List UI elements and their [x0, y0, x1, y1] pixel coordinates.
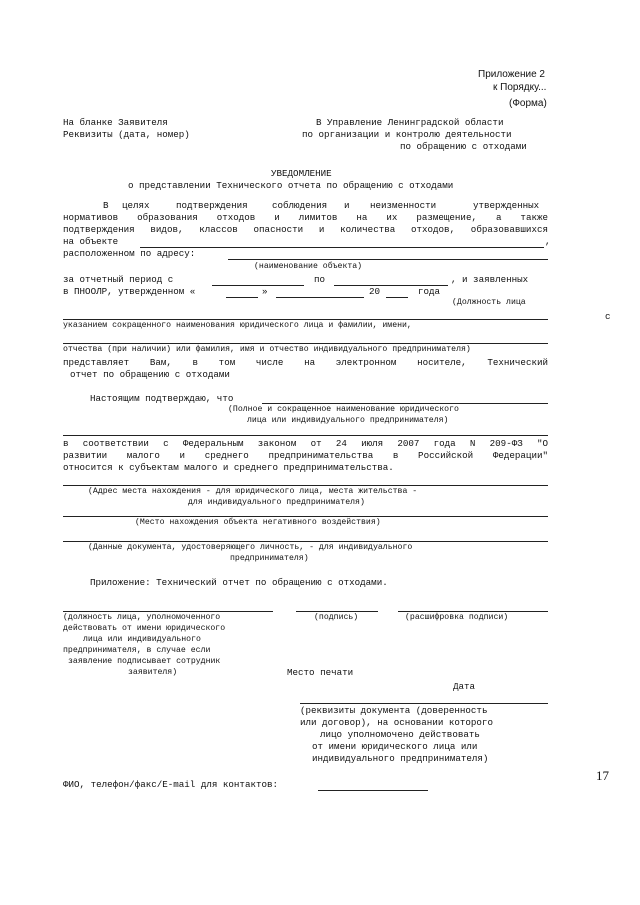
p1-comma: , [545, 236, 551, 247]
p1-word: соблюдения [272, 200, 328, 211]
period-label: за отчетный период с [63, 274, 174, 285]
caption-official: заявление подписывает сотрудник [68, 657, 221, 666]
order-reference: к Порядку... [493, 82, 547, 93]
p1-word: и [344, 200, 350, 211]
id-document-field[interactable] [63, 541, 548, 542]
pnoolr-label: в ПНООЛР, утвержденном « [63, 286, 196, 297]
company-name-field-2[interactable] [63, 435, 548, 436]
p1-word: подтверждения [176, 200, 248, 211]
year-prefix: 20 [369, 286, 381, 297]
requisites-label: Реквизиты (дата, номер) [63, 129, 190, 140]
caption-representative: указанием сокращенного наименования юридического лица и фамилии, имени, [63, 321, 412, 330]
caption-doc: индивидуального предпринимателя) [312, 753, 489, 764]
attachment-line: Приложение: Технический отчет по обращению с отходами. [90, 577, 388, 588]
period-to-label: по [314, 274, 326, 285]
p2-line: развитии малого и среднего предпринимательства в Российской Федерации" [63, 450, 548, 461]
official-position-field[interactable] [63, 611, 273, 612]
p1-word: утвержденных [473, 200, 540, 211]
approval-month-field[interactable] [276, 297, 364, 298]
caption-official: предпринимателя, в случае если [63, 646, 211, 655]
appendix-label: Приложение 2 [478, 69, 545, 80]
representative-field[interactable] [63, 319, 548, 320]
confirm-label: Настоящим подтверждаю, что [90, 393, 234, 404]
signature-field[interactable] [296, 611, 378, 612]
caption-location: (Место нахождения объекта негативного воздействия) [135, 518, 381, 527]
period-tail: , и заявленных [451, 274, 529, 285]
authority-document-field[interactable] [300, 703, 548, 704]
location-field[interactable] [63, 516, 548, 517]
address-field[interactable] [63, 485, 548, 486]
caption-id-2: предпринимателя) [230, 554, 309, 563]
signature-decode-field[interactable] [398, 611, 548, 612]
caption-address-1: (Адрес места нахождения - для юридического лица, места жительства - [88, 487, 418, 496]
p1-line: на объекте [63, 236, 119, 247]
page-number: 17 [596, 768, 609, 783]
recipient-line-1: В Управление Ленинградской области [316, 117, 504, 128]
document-title: УВЕДОМЛЕНИЕ [271, 168, 332, 179]
caption-representative-2: отчества (при наличии) или фамилия, имя и отчество индивидуального предпринимателя) [63, 345, 471, 354]
caption-position: (Должность лица [452, 298, 526, 307]
caption-official: (должность лица, уполномоченного [63, 613, 221, 622]
applicant-letterhead: На бланке Заявителя [63, 117, 168, 128]
caption-id-1: (Данные документа, удостоверяющего личность, - для индивидуального [88, 543, 413, 552]
contacts-field[interactable] [318, 790, 428, 791]
year-label: года [418, 286, 441, 297]
p1-line: нормативов образования отходов и лимитов на их размещение, а также [63, 212, 548, 223]
recipient-line-2: по организации и контролю деятельности [302, 129, 512, 140]
approval-day-field[interactable] [226, 297, 258, 298]
recipient-line-3: по обращению с отходами [400, 141, 527, 152]
p2-line: относится к субъектам малого и среднего предпринимательства. [63, 462, 394, 473]
margin-letter: с [605, 311, 611, 322]
p1-word: В [103, 200, 109, 211]
quote-close: » [262, 286, 268, 297]
object-name-field[interactable] [140, 247, 544, 248]
caption-official: действовать от имени юридического [63, 624, 226, 633]
p1-word: целях [122, 200, 150, 211]
date-label: Дата [453, 681, 476, 692]
caption-official: заявителя) [128, 668, 178, 677]
form-label: (Форма) [509, 98, 547, 109]
p1-line: подтверждения видов, классов опасности и количества отходов, образовавшихся [63, 224, 548, 235]
caption-doc: от имени юридического лица или [312, 741, 478, 752]
caption-decode: (расшифровка подписи) [405, 613, 509, 622]
caption-signature: (подпись) [314, 613, 359, 622]
caption-doc: или договор), на основании которого [300, 717, 493, 728]
caption-object-name: (наименование объекта) [254, 262, 363, 271]
period-start-field[interactable] [212, 285, 304, 286]
caption-official: лица или индивидуального [83, 635, 201, 644]
caption-address-2: для индивидуального предпринимателя) [188, 498, 365, 507]
caption-fullname-2: лица или индивидуального предпринимателя) [247, 416, 449, 425]
p1-line: отчет по обращению с отходами [70, 369, 230, 380]
approval-year-field[interactable] [386, 297, 408, 298]
contacts-label: ФИО, телефон/факс/E-mail для контактов: [63, 779, 279, 790]
representative-field-2[interactable] [63, 343, 548, 344]
seal-place: Место печати [287, 667, 354, 678]
p1-word: неизменности [370, 200, 437, 211]
p2-line: в соответствии с Федеральным законом от 24 июля 2007 года N 209-ФЗ "О [63, 438, 548, 449]
p1-line: расположенном по адресу: [63, 248, 196, 259]
p1-line: представляет Вам, в том числе на электронном носителе, Технический [63, 357, 548, 368]
caption-doc: лицо уполномочено действовать [320, 729, 480, 740]
object-address-field[interactable] [228, 259, 548, 260]
document-subtitle: о представлении Технического отчета по обращению с отходами [128, 180, 454, 191]
caption-doc: (реквизиты документа (доверенность [300, 705, 488, 716]
caption-fullname-1: (Полное и сокращенное наименование юридического [228, 405, 459, 414]
company-name-field[interactable] [262, 403, 548, 404]
